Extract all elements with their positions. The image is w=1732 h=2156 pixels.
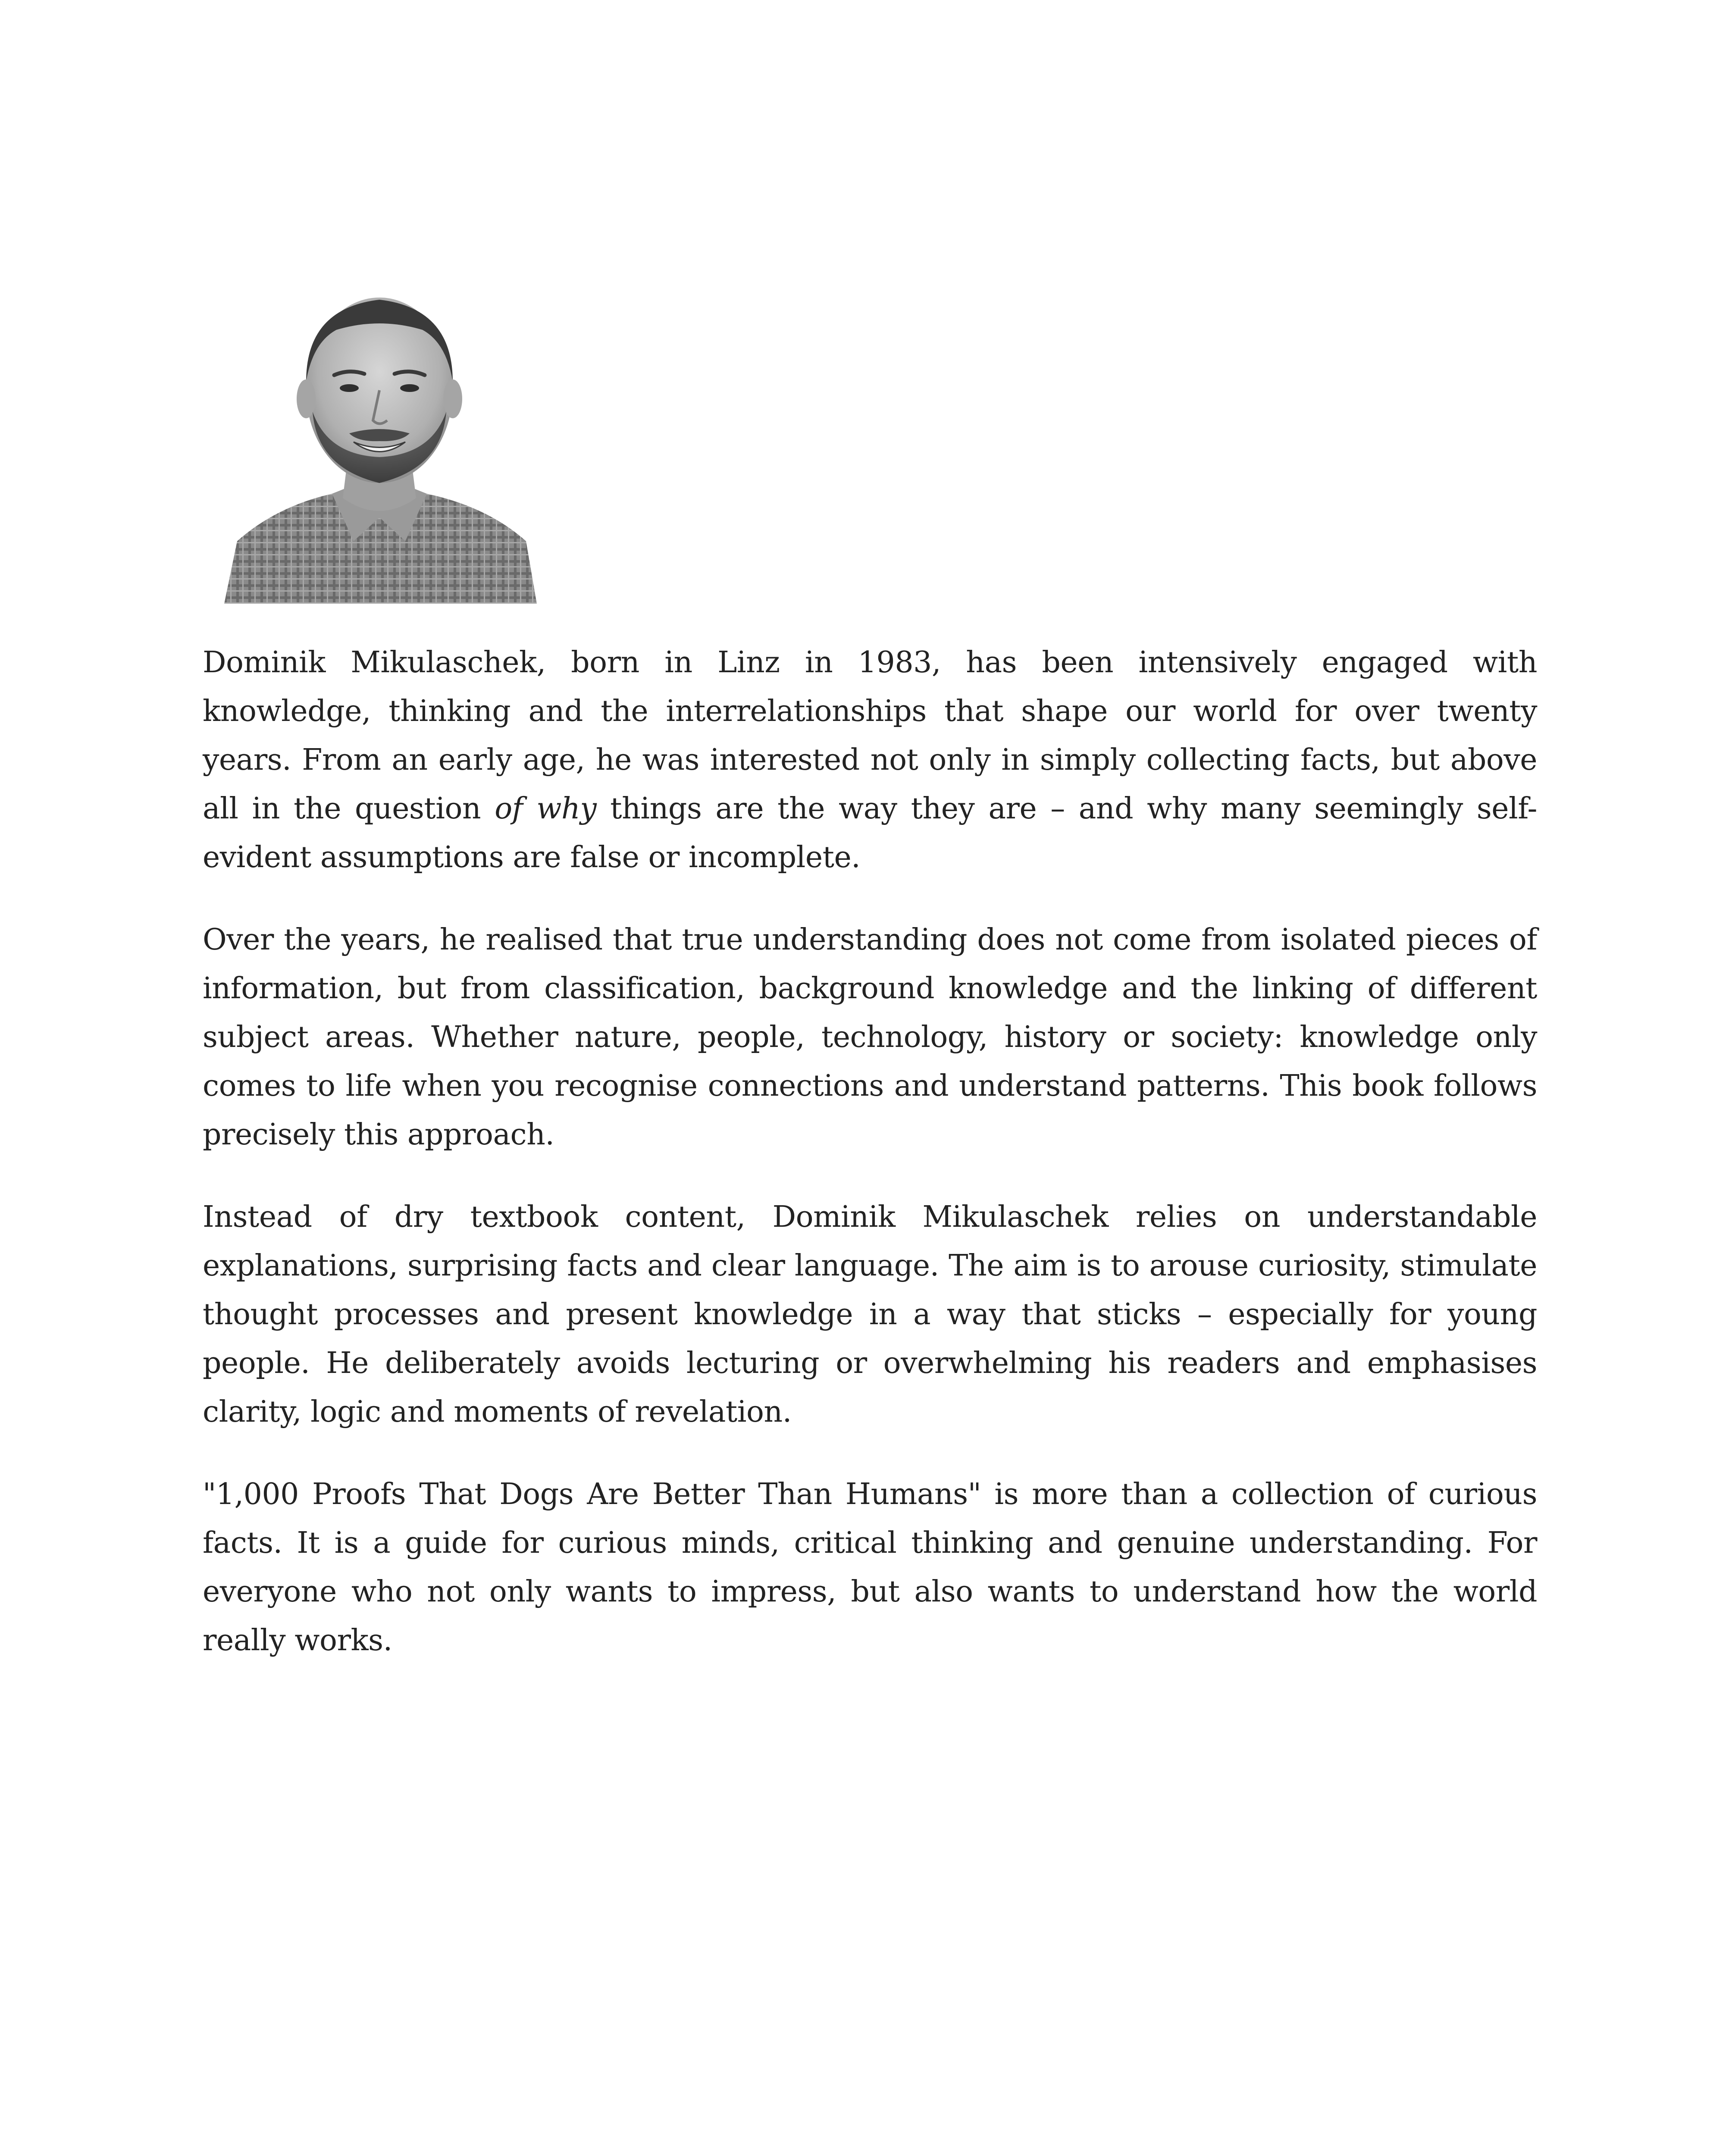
author-bio — [203, 638, 1537, 1698]
bio-paragraph-1-text-start: Dominik Mikulaschek, born in Linz in 1983, has been intensively engaged with knowledge, thinking and the interrelationships that shape our world for over twenty years. From an early age, he was interested not only in simply collecting facts, but above all in the question — [203, 646, 1537, 826]
author-portrait-illustration — [224, 282, 537, 604]
bio-paragraph-2: Over the years, he realised that true understanding does not come from isolated pieces of information, but from classification, background knowledge and the linking of different subject areas. Whether nature, people, technology, history or society: knowledge only comes to life when you recognise connections and understand patterns. This book follows precisely this approach. — [203, 923, 1537, 1152]
bio-paragraph-4: "1,000 Proofs That Dogs Are Better Than Humans" is more than a collection of curious facts. It is a guide for curious minds, critical thinking and genuine understanding. For everyone who not only wants to impress, but also wants to understand how the world really works. — [203, 1477, 1537, 1658]
bio-paragraph-1-emphasis: of why — [495, 792, 597, 826]
author-photo — [224, 282, 537, 604]
bio-paragraph-1-text-end: things are the way they are – and why many seemingly self-evident assumptions are false or incomplete. — [203, 792, 1537, 874]
bio-paragraph-3: Instead of dry textbook content, Dominik Mikulaschek relies on understandable explanations, surprising facts and clear language. The aim is to arouse curiosity, stimulate thought processes and present knowledge in a way that sticks – especially for young people. He deliberately avoids lecturing or overwhelming his readers and emphasises clarity, logic and moments of revelation. — [203, 1200, 1537, 1429]
bio-paragraph-1 — [203, 638, 1537, 882]
